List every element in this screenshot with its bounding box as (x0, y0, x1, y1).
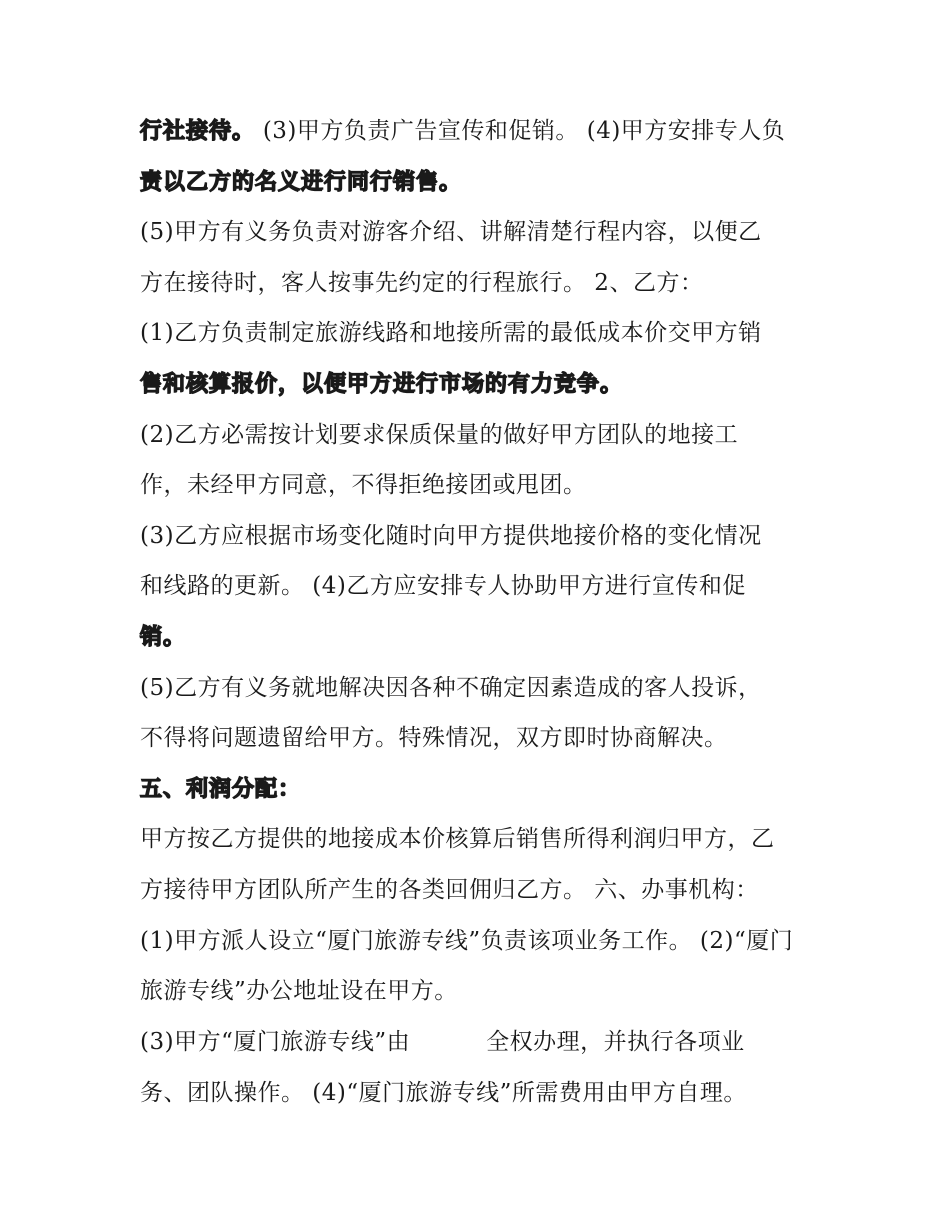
text-line-19 (140, 1026, 745, 1058)
text-line-15: 甲方按乙方提供的地接成本价核算后销售所得利润归甲方，乙 (140, 826, 775, 852)
outlined-text: 销。 (140, 625, 187, 650)
text-line-11 (140, 621, 186, 654)
text-line-1 (140, 115, 785, 148)
outlined-text: 五、利润分配： (140, 777, 302, 802)
text-line-3: (5)甲方有义务负责对游客介绍、讲解清楚行程内容，以便乙 (140, 219, 762, 245)
outlined-text: 行社接待。 (140, 119, 256, 144)
outlined-text: 售和核算报价，以便甲方进行市场的有力竞争。 (140, 372, 624, 397)
text-line-10: 和线路的更新。 (4)乙方应安排专人协助甲方进行宣传和促 (140, 573, 746, 599)
text-line-18: 旅游专线”办公地址设在甲方。 (140, 978, 458, 1004)
outlined-text: 责以乙方的名义进行同行销售。 (140, 170, 463, 195)
text-line-9: (3)乙方应根据市场变化随时向甲方提供地接价格的变化情况 (140, 523, 762, 549)
text-line-2 (140, 166, 462, 199)
text-line-16: 方接待甲方团队所产生的各类回佣归乙方。 六、办事机构： (140, 877, 759, 903)
text-line-7: (2)乙方必需按计划要求保质保量的做好甲方团队的地接工 (140, 422, 739, 448)
text-segment: 全权办理，并执行各项业 (486, 1029, 745, 1055)
text-line-5: (1)乙方负责制定旅游线路和地接所需的最低成本价交甲方销 (140, 320, 762, 346)
text-line-8: 作，未经甲方同意，不得拒绝接团或甩团。 (140, 472, 587, 498)
text-segment: (3)甲方负责广告宣传和促销。 (4)甲方安排专人负 (255, 118, 786, 144)
text-line-13: 不得将问题遗留给甲方。特殊情况，双方即时协商解决。 (140, 725, 728, 751)
text-line-17: (1)甲方派人设立“厦门旅游专线”负责该项业务工作。 (2)“厦门 (140, 928, 794, 954)
text-line-20: 务、团队操作。 (4)“厦门旅游专线”所需费用由甲方自理。 (140, 1080, 747, 1106)
text-segment: (3)甲方“厦门旅游专线”由 (140, 1029, 411, 1055)
text-line-12: (5)乙方有义务就地解决因各种不确定因素造成的客人投诉， (140, 675, 762, 701)
text-line-6 (140, 368, 623, 401)
section-heading-profit (140, 773, 301, 806)
text-line-4: 方在接待时，客人按事先约定的行程旅行。 2、乙方： (140, 270, 704, 296)
